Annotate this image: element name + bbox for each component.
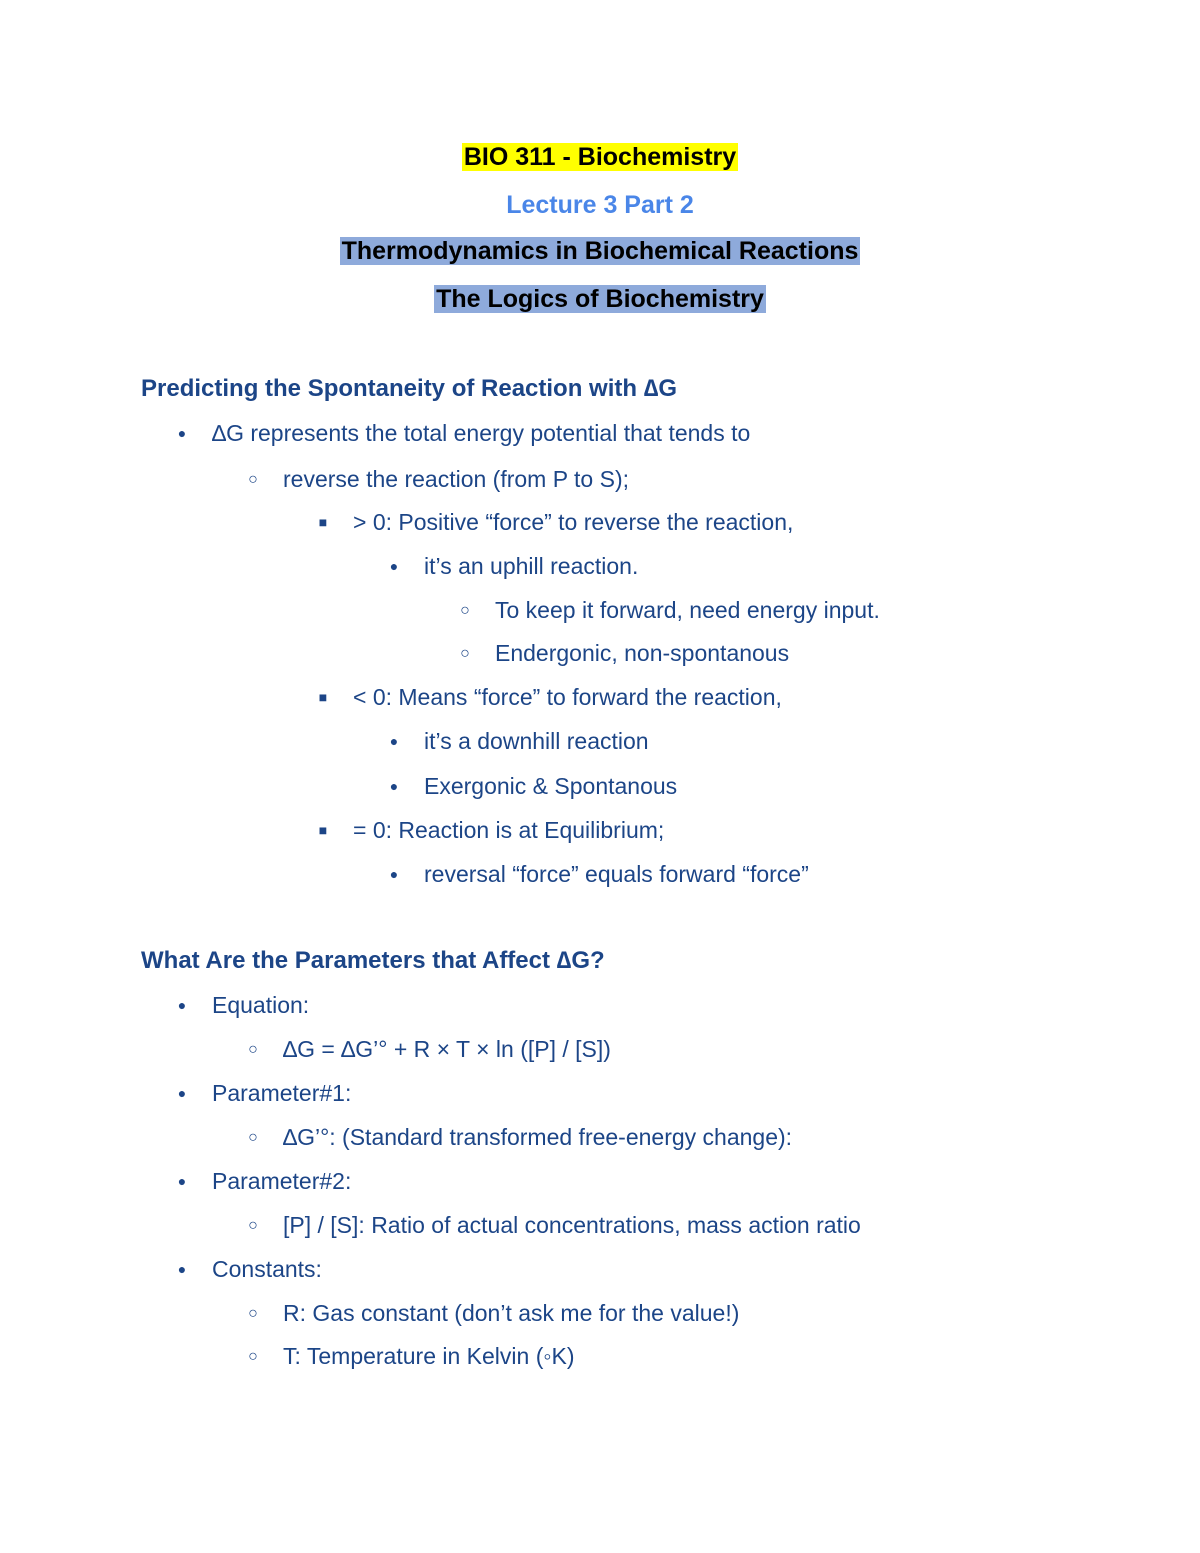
bullet-circle-icon (243, 1210, 263, 1241)
bullet-disc-icon (172, 1078, 192, 1108)
list-item-text: Parameter#2: (212, 1168, 352, 1194)
list-item-text: < 0: Means “force” to forward the reaction, (353, 684, 782, 710)
bullet-disc-icon (384, 551, 404, 581)
bullet-circle-icon (243, 1034, 263, 1065)
list-item-text: Exergonic & Spontanous (424, 773, 678, 799)
bullet-circle-icon (243, 1341, 263, 1372)
list-item-text: reversal “force” equals forward “force” (424, 861, 809, 887)
bullet-circle-icon (243, 464, 263, 495)
bullet-disc-icon (172, 990, 192, 1020)
bullet-disc-icon (384, 771, 404, 801)
bullet-square-icon (313, 682, 333, 712)
list-item-text: it’s an uphill reaction. (424, 553, 639, 579)
bullet-circle-icon (455, 638, 475, 669)
bullet-disc-icon (384, 726, 404, 756)
topic-title (0, 235, 1200, 267)
list-item-text: Constants: (212, 1256, 322, 1282)
bullet-circle-icon (455, 595, 475, 626)
topic-title-text: Thermodynamics in Biochemical Reactions (341, 237, 859, 265)
list-item-text: ∆G’°: (Standard transformed free-energy change): (283, 1124, 793, 1150)
bullet-square-icon (313, 815, 333, 845)
lecture-title-text: Lecture 3 Part 2 (506, 191, 694, 219)
list-item-text: T: Temperature in Kelvin (◦K) (283, 1343, 575, 1369)
bullet-square-icon (313, 507, 333, 537)
list-item-text: it’s a downhill reaction (424, 728, 649, 754)
list-item-text: reverse the reaction (from P to S); (283, 466, 629, 492)
subtopic-title-text: The Logics of Biochemistry (436, 285, 764, 313)
bullet-disc-icon (172, 1166, 192, 1196)
list-item-text: ∆G represents the total energy potential that tends to (212, 420, 751, 446)
list-item-text: To keep it forward, need energy input. (495, 597, 880, 623)
list-item-text: [P] / [S]: Ratio of actual concentrations, mass action ratio (283, 1212, 861, 1238)
bullet-disc-icon (384, 859, 404, 889)
bullet-circle-icon (243, 1122, 263, 1153)
section-heading-parameters: What Are the Parameters that Affect ∆G? (141, 947, 605, 974)
course-title-text: BIO 311 - Biochemistry (463, 143, 737, 171)
list-item-text: R: Gas constant (don’t ask me for the value!) (283, 1300, 740, 1326)
course-title (0, 141, 1200, 173)
list-item-text: > 0: Positive “force” to reverse the reaction, (353, 509, 794, 535)
list-item-text: Endergonic, non-spontanous (495, 640, 790, 666)
subtopic-title (0, 283, 1200, 315)
equation-text: ∆G = ∆G’° + R × T × ln ([P] / [S]) (283, 1036, 611, 1062)
bullet-disc-icon (172, 1254, 192, 1284)
lecture-title (0, 189, 1200, 221)
bullet-disc-icon (172, 418, 192, 448)
bullet-circle-icon (243, 1298, 263, 1329)
list-item-text: Parameter#1: (212, 1080, 352, 1106)
list-item-text: Equation: (212, 992, 310, 1018)
section-heading-spontaneity: Predicting the Spontaneity of Reaction with ∆G (141, 375, 678, 402)
list-item-text: = 0: Reaction is at Equilibrium; (353, 817, 665, 843)
